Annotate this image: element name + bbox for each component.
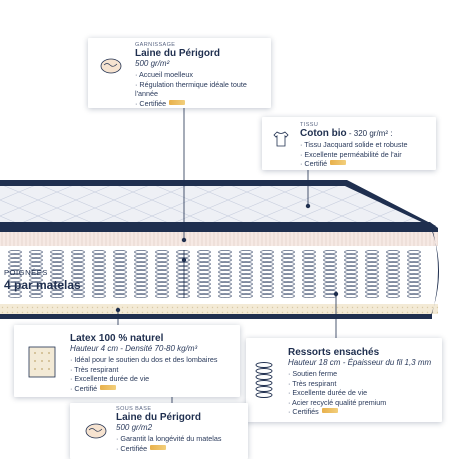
- connector-dot: [182, 238, 186, 242]
- latex-subtitle: Hauteur 4 cm - Densité 70-80 kg/m³: [70, 344, 198, 353]
- feature-item: · Certifiée: [135, 99, 267, 109]
- garnissage-subtitle: 500 gr/m²: [135, 59, 170, 68]
- ressorts-card: [246, 338, 442, 422]
- feature-item: · Garantit la longévité du matelas: [116, 434, 246, 444]
- certification-badge-icon: [100, 385, 116, 390]
- feature-item: · Certifiés: [288, 407, 440, 417]
- feature-item: · Régulation thermique idéale toute l'année: [135, 80, 267, 99]
- mattress-body: [0, 180, 439, 319]
- sous-base-subtitle: 500 gr/m2: [116, 423, 153, 432]
- tshirt-icon: [271, 129, 291, 149]
- sous-base-kicker: SOUS BASE: [116, 406, 152, 412]
- poignees-title: 4 par matelas: [4, 278, 81, 292]
- feature-item: · Excellente perméabilité de l'air: [300, 150, 434, 160]
- feature-item: · Tissu Jacquard solide et robuste: [300, 140, 434, 150]
- latex-card: [14, 325, 240, 397]
- latex-title: Latex 100 % naturel: [70, 333, 164, 344]
- sous-base-card: [70, 403, 248, 459]
- connector-dot: [306, 204, 310, 208]
- connector-dot: [116, 308, 120, 312]
- feature-item: · Soutien ferme: [288, 369, 440, 379]
- garnissage-card: [88, 38, 271, 108]
- tissu-features: [300, 140, 434, 169]
- feature-item: · Excellente durée de vie: [70, 374, 238, 384]
- certification-badge-icon: [322, 408, 338, 413]
- feature-item: · Excellente durée de vie: [288, 388, 440, 398]
- latex-icon: [27, 345, 57, 379]
- garnissage-features: [135, 70, 267, 108]
- ressorts-subtitle: Hauteur 18 cm - Épaisseur du fil 1,3 mm: [288, 358, 432, 367]
- tissu-kicker: TISSU: [300, 122, 319, 128]
- certification-badge-icon: [330, 160, 346, 165]
- latex-features: [70, 355, 238, 393]
- poignees-kicker: POIGNÉES: [4, 268, 48, 277]
- feature-item: · Certifiée: [116, 444, 246, 454]
- tissu-card: [262, 117, 436, 170]
- certification-badge-icon: [150, 445, 166, 450]
- feature-item: · Certifié: [300, 159, 434, 169]
- feature-item: · Accueil moelleux: [135, 70, 267, 80]
- ressorts-title: Ressorts ensachés: [288, 347, 380, 358]
- connector-dot: [334, 292, 338, 296]
- ressorts-features: [288, 369, 440, 417]
- feature-item: · Certifié: [70, 384, 238, 394]
- garnissage-kicker: GARNISSAGE: [135, 42, 176, 48]
- certification-badge-icon: [169, 100, 185, 105]
- spring-icon: [253, 360, 275, 400]
- feature-item: · Acier recyclé qualité premium: [288, 398, 440, 408]
- tissu-title: Coton bio - 320 gr/m² :: [300, 128, 393, 139]
- garnissage-title: Laine du Périgord: [135, 48, 221, 59]
- feature-item: · Idéal pour le soutien du dos et des lombaires: [70, 355, 238, 365]
- feature-item: · Très respirant: [288, 379, 440, 389]
- poignees-label: [4, 268, 81, 292]
- sous-base-title: Laine du Périgord: [116, 412, 202, 423]
- wool-icon: [84, 421, 108, 441]
- wool-icon: [99, 56, 123, 76]
- feature-item: · Très respirant: [70, 365, 238, 375]
- connector-dot: [182, 258, 186, 262]
- sous-base-features: [116, 434, 246, 453]
